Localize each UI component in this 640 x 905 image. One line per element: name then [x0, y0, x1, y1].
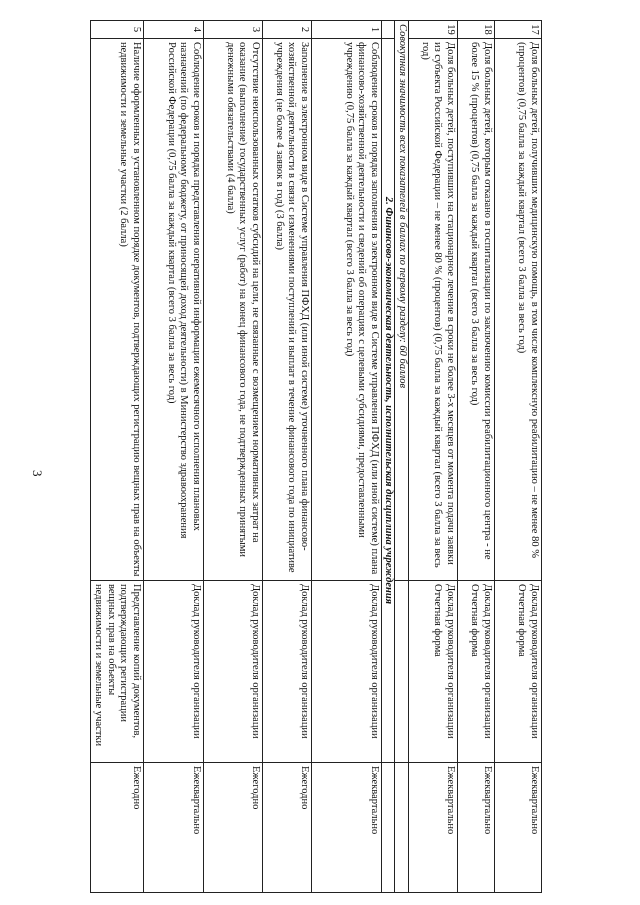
source-cell: Доклад руководителя организации — [204, 581, 263, 763]
row-number: 18 — [458, 21, 495, 39]
indicator-cell: Соблюдение сроков и порядка представления оперативной информации ежемесячного исполнения плановых назначений (по федеральному бюджету, от приносящей доход деятельности) в Министерство здравоохранения Российской Федерации (0,75 балла за каждый квартал (всего 3 балла за весь год) — [144, 39, 204, 581]
period-cell: Ежеквартально — [312, 763, 382, 893]
section-header-row — [382, 21, 396, 893]
row-number: 1 — [312, 21, 382, 39]
source-cell: Доклад руководителя организации — [312, 581, 382, 763]
source-cell: Доклад руководителя организации — [263, 581, 312, 763]
row-number: 3 — [204, 21, 263, 39]
indicator-cell: Доля больных детей, поступивших на стационарное лечение в сроки не более 3-х месяцев от момента подачи заявки из субъекта Российской Федерации – не менее 80 % (процентов) (0,75 балла за каждый квартал (всего 3 балла за весь год) — [409, 39, 458, 581]
table-row — [495, 21, 542, 893]
empty-cell — [382, 21, 396, 39]
row-number: 2 — [263, 21, 312, 39]
indicator-cell: Доля больных детей, которым отказано в госпитализации по заключению комиссии реабилитационного центра - не более 15 % (процентов) (0,75 балла за каждый квартал (всего 3 балла за весь год) — [458, 39, 495, 581]
indicator-cell: Соблюдение сроков и порядка заполнения в электронном виде в Системе управления ПФХД (или иной системе) плана финансово-хозяйственной деятельности и сведений об операциях с целевыми субсидиями, предоставленными учреждению (0,75 балла за каждый квартал (всего 3 балла за весь год) — [312, 39, 382, 581]
row-number: 4 — [144, 21, 204, 39]
section-title: 2. Финансово-экономическая деятельность, исполнительская дисциплина учреждения — [382, 39, 396, 763]
total-row — [395, 21, 409, 893]
period-cell: Ежегодно — [263, 763, 312, 893]
table-row — [263, 21, 312, 893]
period-cell: Ежегодно — [91, 763, 144, 893]
source-cell: Представление копий документов, подтверждающих регистрации вещных прав на объекты недвижимости и земельные участки — [91, 581, 144, 763]
empty-cell — [395, 763, 409, 893]
source-cell: Доклад руководителя организации — [144, 581, 204, 763]
table-row — [312, 21, 382, 893]
source-cell: Доклад руководителя организации Отчетная форма — [458, 581, 495, 763]
row-number: 17 — [495, 21, 542, 39]
indicator-cell: Доля больных детей, получивших медицинскую помощь, в том числе комплексную реабилитацию – не менее 80 % (процентов) (0,75 балла за каждый квартал (всего 3 балла за весь год) — [495, 39, 542, 581]
total-cell: Совокупная значимость всех показателей в баллах по первому разделу: 60 баллов — [395, 21, 409, 581]
period-cell: Ежеквартально — [495, 763, 542, 893]
source-cell: Доклад руководителя организации Отчетная форма — [495, 581, 542, 763]
table-row — [144, 21, 204, 893]
row-number: 5 — [91, 21, 144, 39]
table-row — [204, 21, 263, 893]
page-number: 3 — [30, 470, 45, 477]
table-row — [458, 21, 495, 893]
source-cell: Доклад руководителя организации Отчетная форма — [409, 581, 458, 763]
indicator-cell: Заполнение в электронном виде в Системе управления ПФХД (или иной системе) уточненного плана финансово-хозяйственной деятельности в связи с изменениями поступлений и выплат в течение финансового года по инициативе учреждения (не более 4 заявок в год) (3 балла) — [263, 39, 312, 581]
period-cell: Ежеквартально — [409, 763, 458, 893]
indicator-cell: Наличие оформленных в установленном порядке документов, подтверждающих регистрацию вещных прав на объекты недвижимости и земельные участки (2 балла) — [91, 39, 144, 581]
row-number: 19 — [409, 21, 458, 39]
criteria-table — [90, 20, 542, 893]
table-row — [91, 21, 144, 893]
rotated-table-container — [90, 20, 542, 892]
period-cell: Ежегодно — [204, 763, 263, 893]
period-cell: Ежеквартально — [458, 763, 495, 893]
table-row — [409, 21, 458, 893]
period-cell: Ежеквартально — [144, 763, 204, 893]
empty-cell — [382, 763, 396, 893]
empty-cell — [395, 581, 409, 763]
indicator-cell: Отсутствие неиспользованных остатков субсидий на цели, не связанные с возмещением нормативных затрат на оказание (выполнение) государственных услуг (работ) на конец финансового года, не подтвержденных принятыми денежными обязательствами (4 балла) — [204, 39, 263, 581]
